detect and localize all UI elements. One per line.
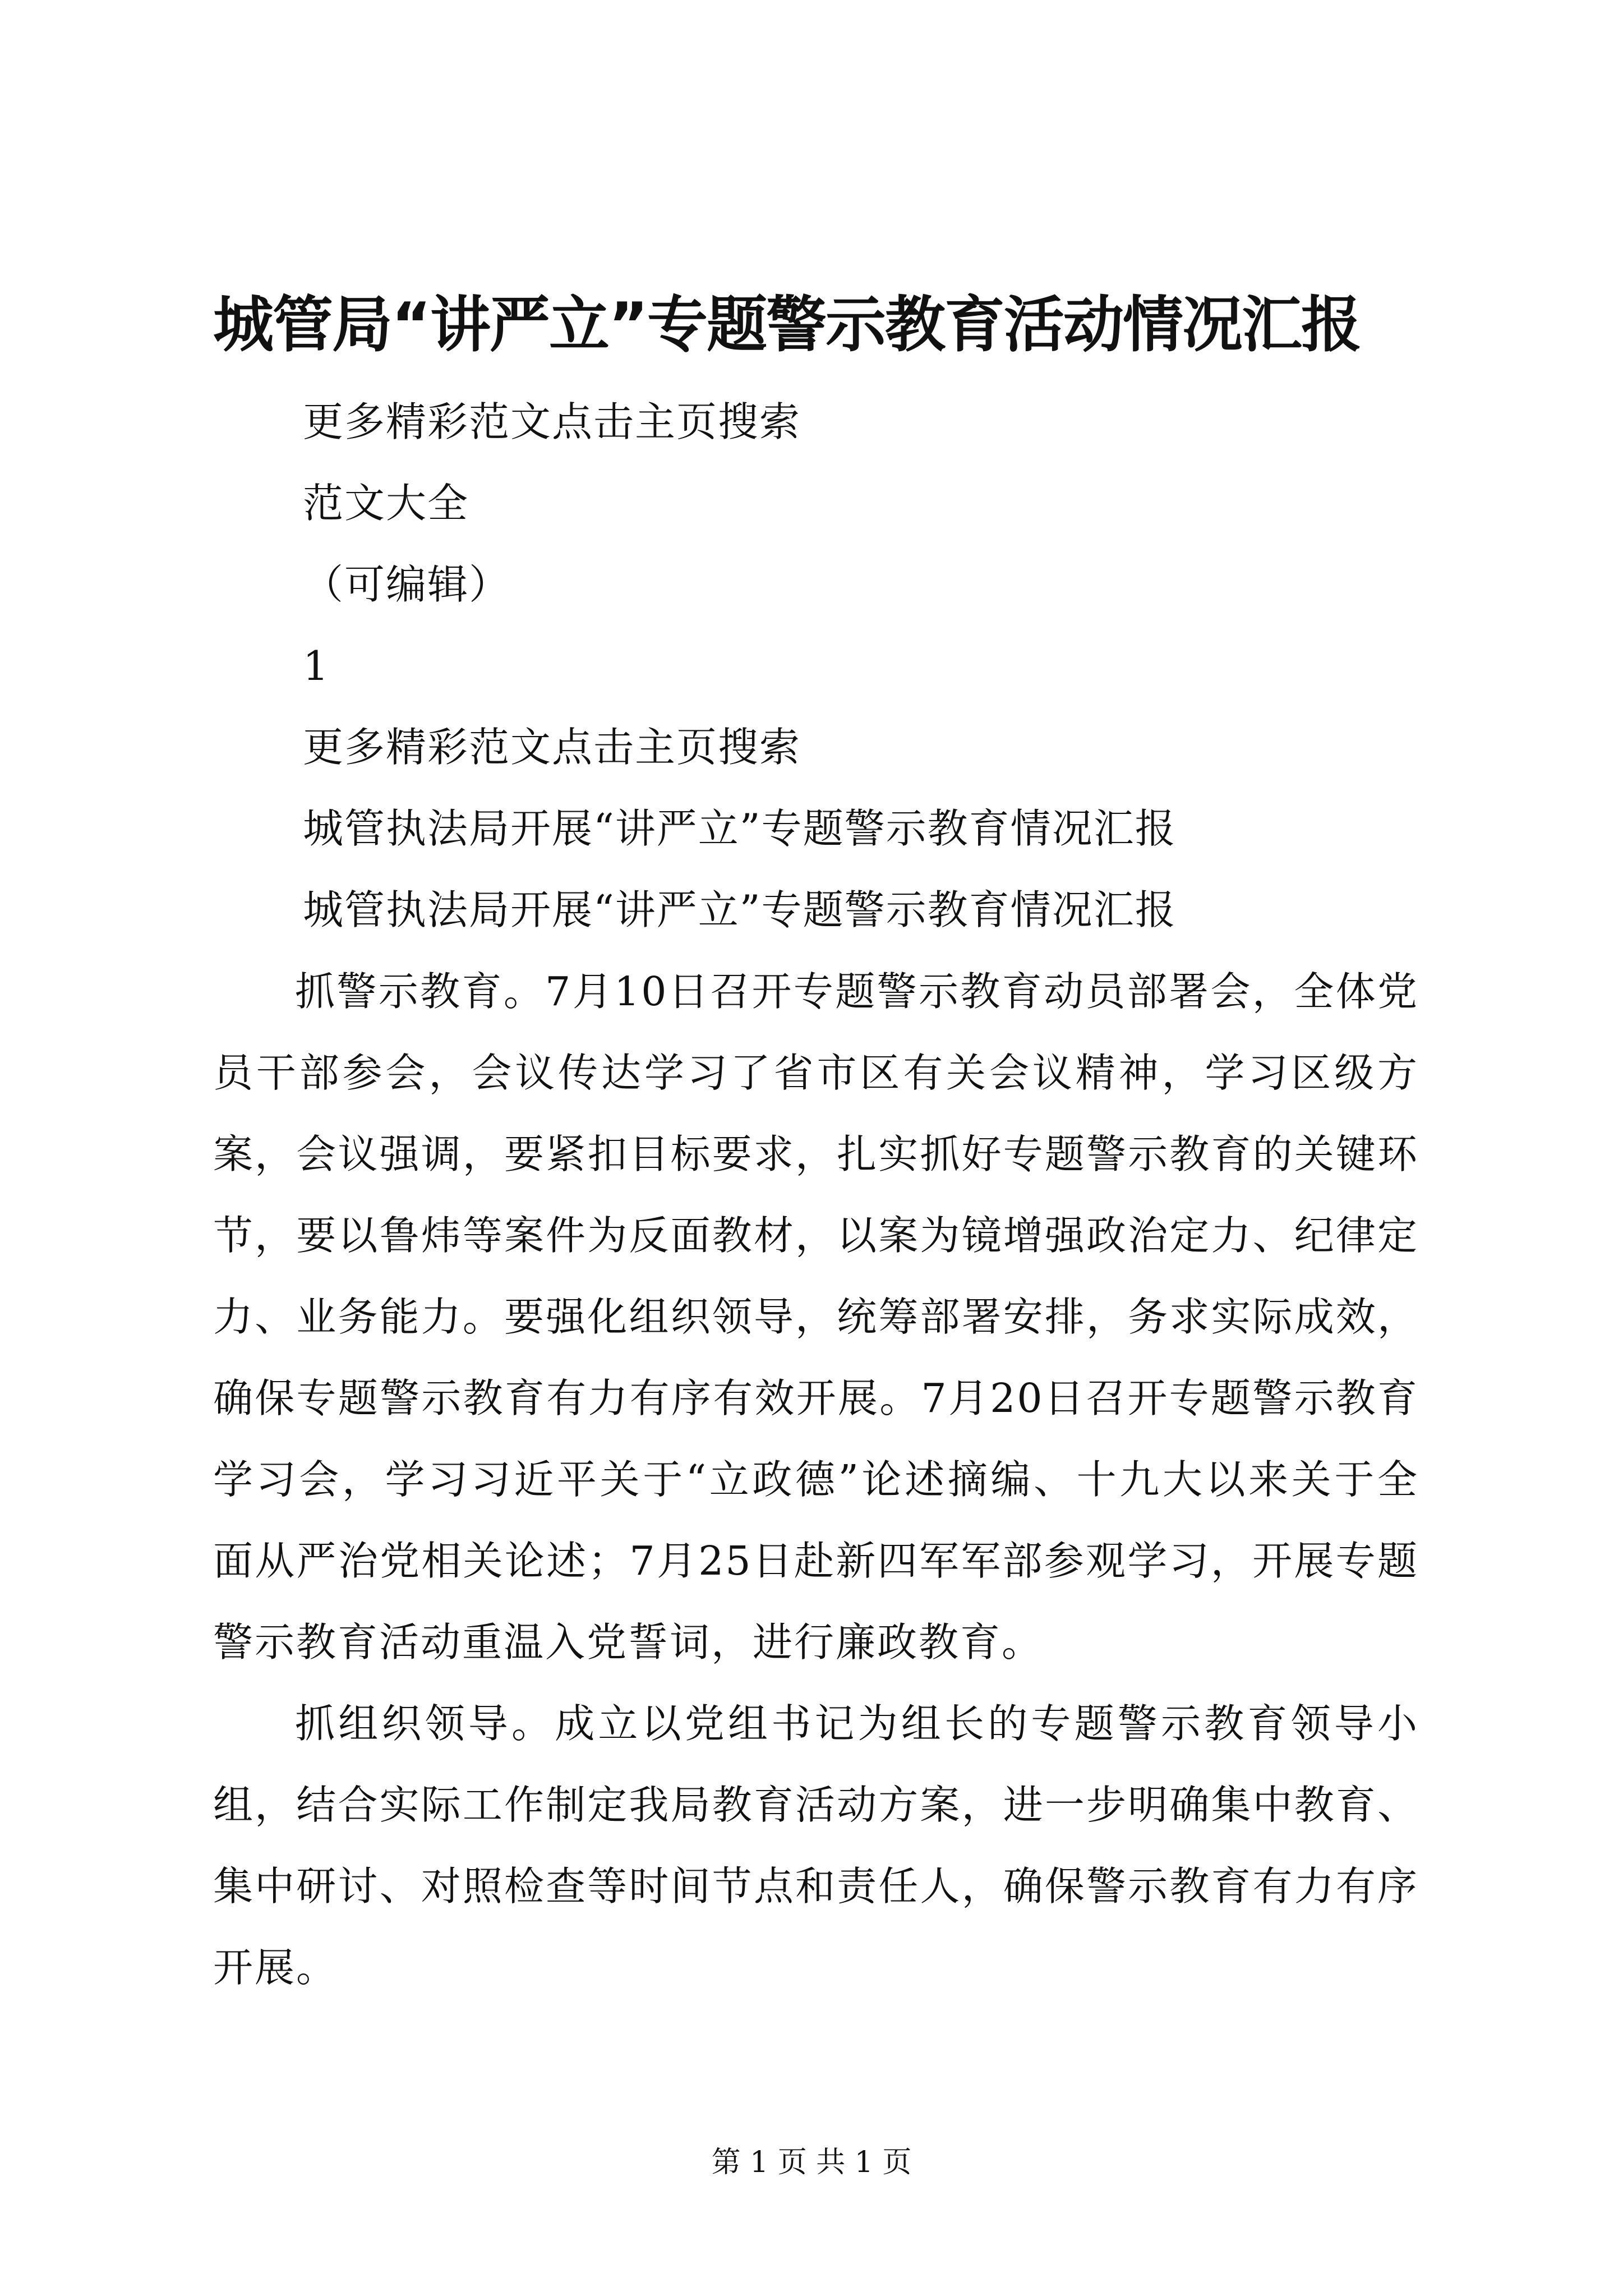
report-subtitle-repeat: 城管执法局开展“讲严立”专题警示教育情况汇报 (303, 886, 1177, 933)
report-subtitle: 城管执法局开展“讲严立”专题警示教育情况汇报 (303, 805, 1177, 852)
editable-note: （可编辑） (303, 561, 511, 608)
body-paragraph-organization-leadership: 抓组织领导。成立以党组书记为组长的专题警示教育领导小组，结合实际工作制定我局教育活动方案，进一步明确集中教育、集中研讨、对照检查等时间节点和责任人，确保警示教育有力有序开展。 (213, 1700, 1419, 1991)
promo-link-text-repeat: 更多精彩范文点击主页搜索 (303, 724, 801, 771)
promo-link-text: 更多精彩范文点击主页搜索 (303, 398, 801, 445)
collection-label: 范文大全 (303, 480, 469, 527)
page-marker: 1 (303, 642, 330, 689)
document-title: 城管局“讲严立”专题警示教育活动情况汇报 (213, 290, 1361, 360)
meta-block (303, 381, 1424, 951)
body-paragraph-warning-education: 抓警示教育。7月10日召开专题警示教育动员部署会，全体党员干部参会，会议传达学习了省市区有关会议精神，学习区级方案，会议强调，要紧扣目标要求，扎实抓好专题警示教育的关键环节，要以鲁炜等案件为反面教材，以案为镜增强政治定力、纪律定力、业务能力。要强化组织领导，统筹部署安排，务求实际成效，确保专题警示教育有力有序有效开展。7月20日召开专题警示教育学习会，学习习近平关于“立政德”论述摘编、十九大以来关于全面从严治党相关论述；7月25日赴新四军军部参观学习，开展专题警示教育活动重温入党誓词，进行廉政教育。 (213, 968, 1419, 1665)
document-body (213, 951, 1419, 2008)
page-footer: 第 1 页 共 1 页 (711, 2146, 912, 2179)
